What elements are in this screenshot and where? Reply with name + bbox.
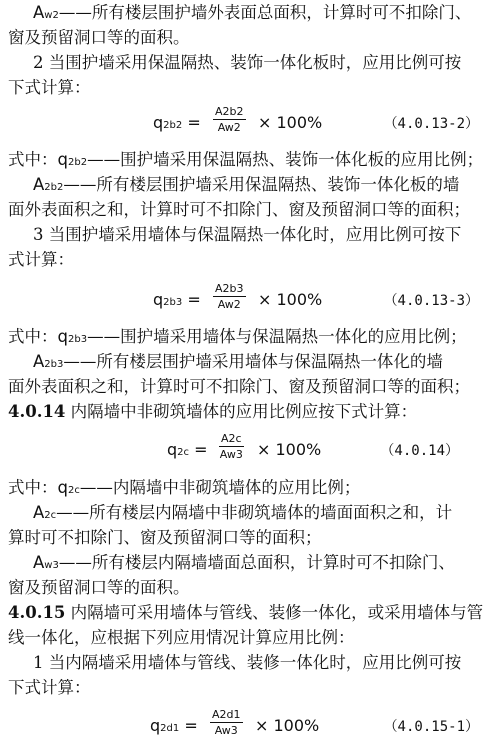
definition-a2c: A2c——所有楼层内隔墙中非砌筑墙体的墙面面积之和，计: [33, 503, 453, 522]
definition-q2b2: 式中：q2b2——围护墙采用保温隔热、装饰一体化板的应用比例；: [8, 150, 484, 169]
clause-4-0-15: 4.0.15 内隔墙可采用墙体与管线、装修一体化，或采用墙体与管: [8, 603, 484, 622]
equation-fraction: $\frac{A2b2}{Aw2}$: [215, 105, 244, 134]
text-line: 下式计算：: [8, 678, 91, 697]
text-line: 3 当围护墙采用墙体与保温隔热一体化时，应用比例可按下: [33, 225, 462, 244]
text-line: 线一体化，应根据下列应用情况计算应用比例：: [8, 628, 355, 647]
equation-4-0-15-1: [0, 706, 493, 746]
equation-4-0-13-2: [0, 103, 493, 143]
definition-q2c: 式中：q2c——内隔墙中非砌筑墙体的应用比例；: [8, 478, 361, 497]
equation-fraction: $\frac{A2b3}{Aw2}$: [215, 282, 244, 311]
equation-number: （4.0.13-2）: [383, 116, 479, 132]
equation-lhs: q2b3 =: [153, 290, 201, 309]
definition-a2b3: A2b3——所有楼层围护墙采用墙体与保温隔热一体化的墙: [33, 352, 443, 371]
text-line: 面外表面积之和，计算时可不扣除门、窗及预留洞口等的面积；: [8, 377, 470, 396]
text-line: 式计算：: [8, 250, 74, 269]
text-line: 下式计算：: [8, 78, 91, 97]
equation-rhs: × 100%: [258, 113, 323, 132]
definition-a2b2: A2b2——所有楼层围护墙采用保温隔热、装饰一体化板的墙: [33, 175, 460, 194]
equation-rhs: × 100%: [257, 440, 322, 459]
text-line: 面外表面积之和，计算时可不扣除门、窗及预留洞口等的面积；: [8, 200, 470, 219]
equation-4-0-13-3: [0, 280, 493, 320]
definition-aw3: Aw3——所有楼层内隔墙墙面总面积，计算时可不扣除门、: [33, 553, 455, 572]
text-line: 2 当围护墙采用保温隔热、装饰一体化板时，应用比例可按: [33, 53, 462, 72]
definition-q2b3: 式中：q2b3——围护墙采用墙体与保温隔热一体化的应用比例；: [8, 327, 467, 346]
text-line: 算时可不扣除门、窗及预留洞口等的面积；: [8, 528, 322, 547]
text-line: 窗及预留洞口等的面积。: [8, 578, 190, 597]
equation-rhs: × 100%: [255, 716, 320, 735]
equation-fraction: $\frac{A2d1}{Aw3}$: [212, 708, 241, 737]
text-line: 1 当内隔墙采用墙体与管线、装修一体化时，应用比例可按: [33, 653, 462, 672]
definition-aw2: Aw2——所有楼层围护墙外表面总面积，计算时可不扣除门、: [33, 3, 472, 22]
clause-4-0-14: 4.0.14 内隔墙中非砌筑墙体的应用比例应按下式计算：: [8, 402, 418, 421]
equation-number: （4.0.15-1）: [383, 719, 479, 735]
equation-lhs: q2b2 =: [153, 113, 201, 132]
text-line: 窗及预留洞口等的面积。: [8, 28, 190, 47]
equation-number: （4.0.13-3）: [383, 293, 479, 309]
equation-rhs: × 100%: [258, 290, 323, 309]
equation-lhs: q2c =: [167, 440, 208, 459]
equation-lhs: q2d1 =: [150, 716, 198, 735]
equation-number: （4.0.14）: [380, 443, 459, 459]
equation-4-0-14: [0, 430, 493, 470]
equation-fraction: $\frac{A2c}{Aw3}$: [219, 432, 243, 461]
